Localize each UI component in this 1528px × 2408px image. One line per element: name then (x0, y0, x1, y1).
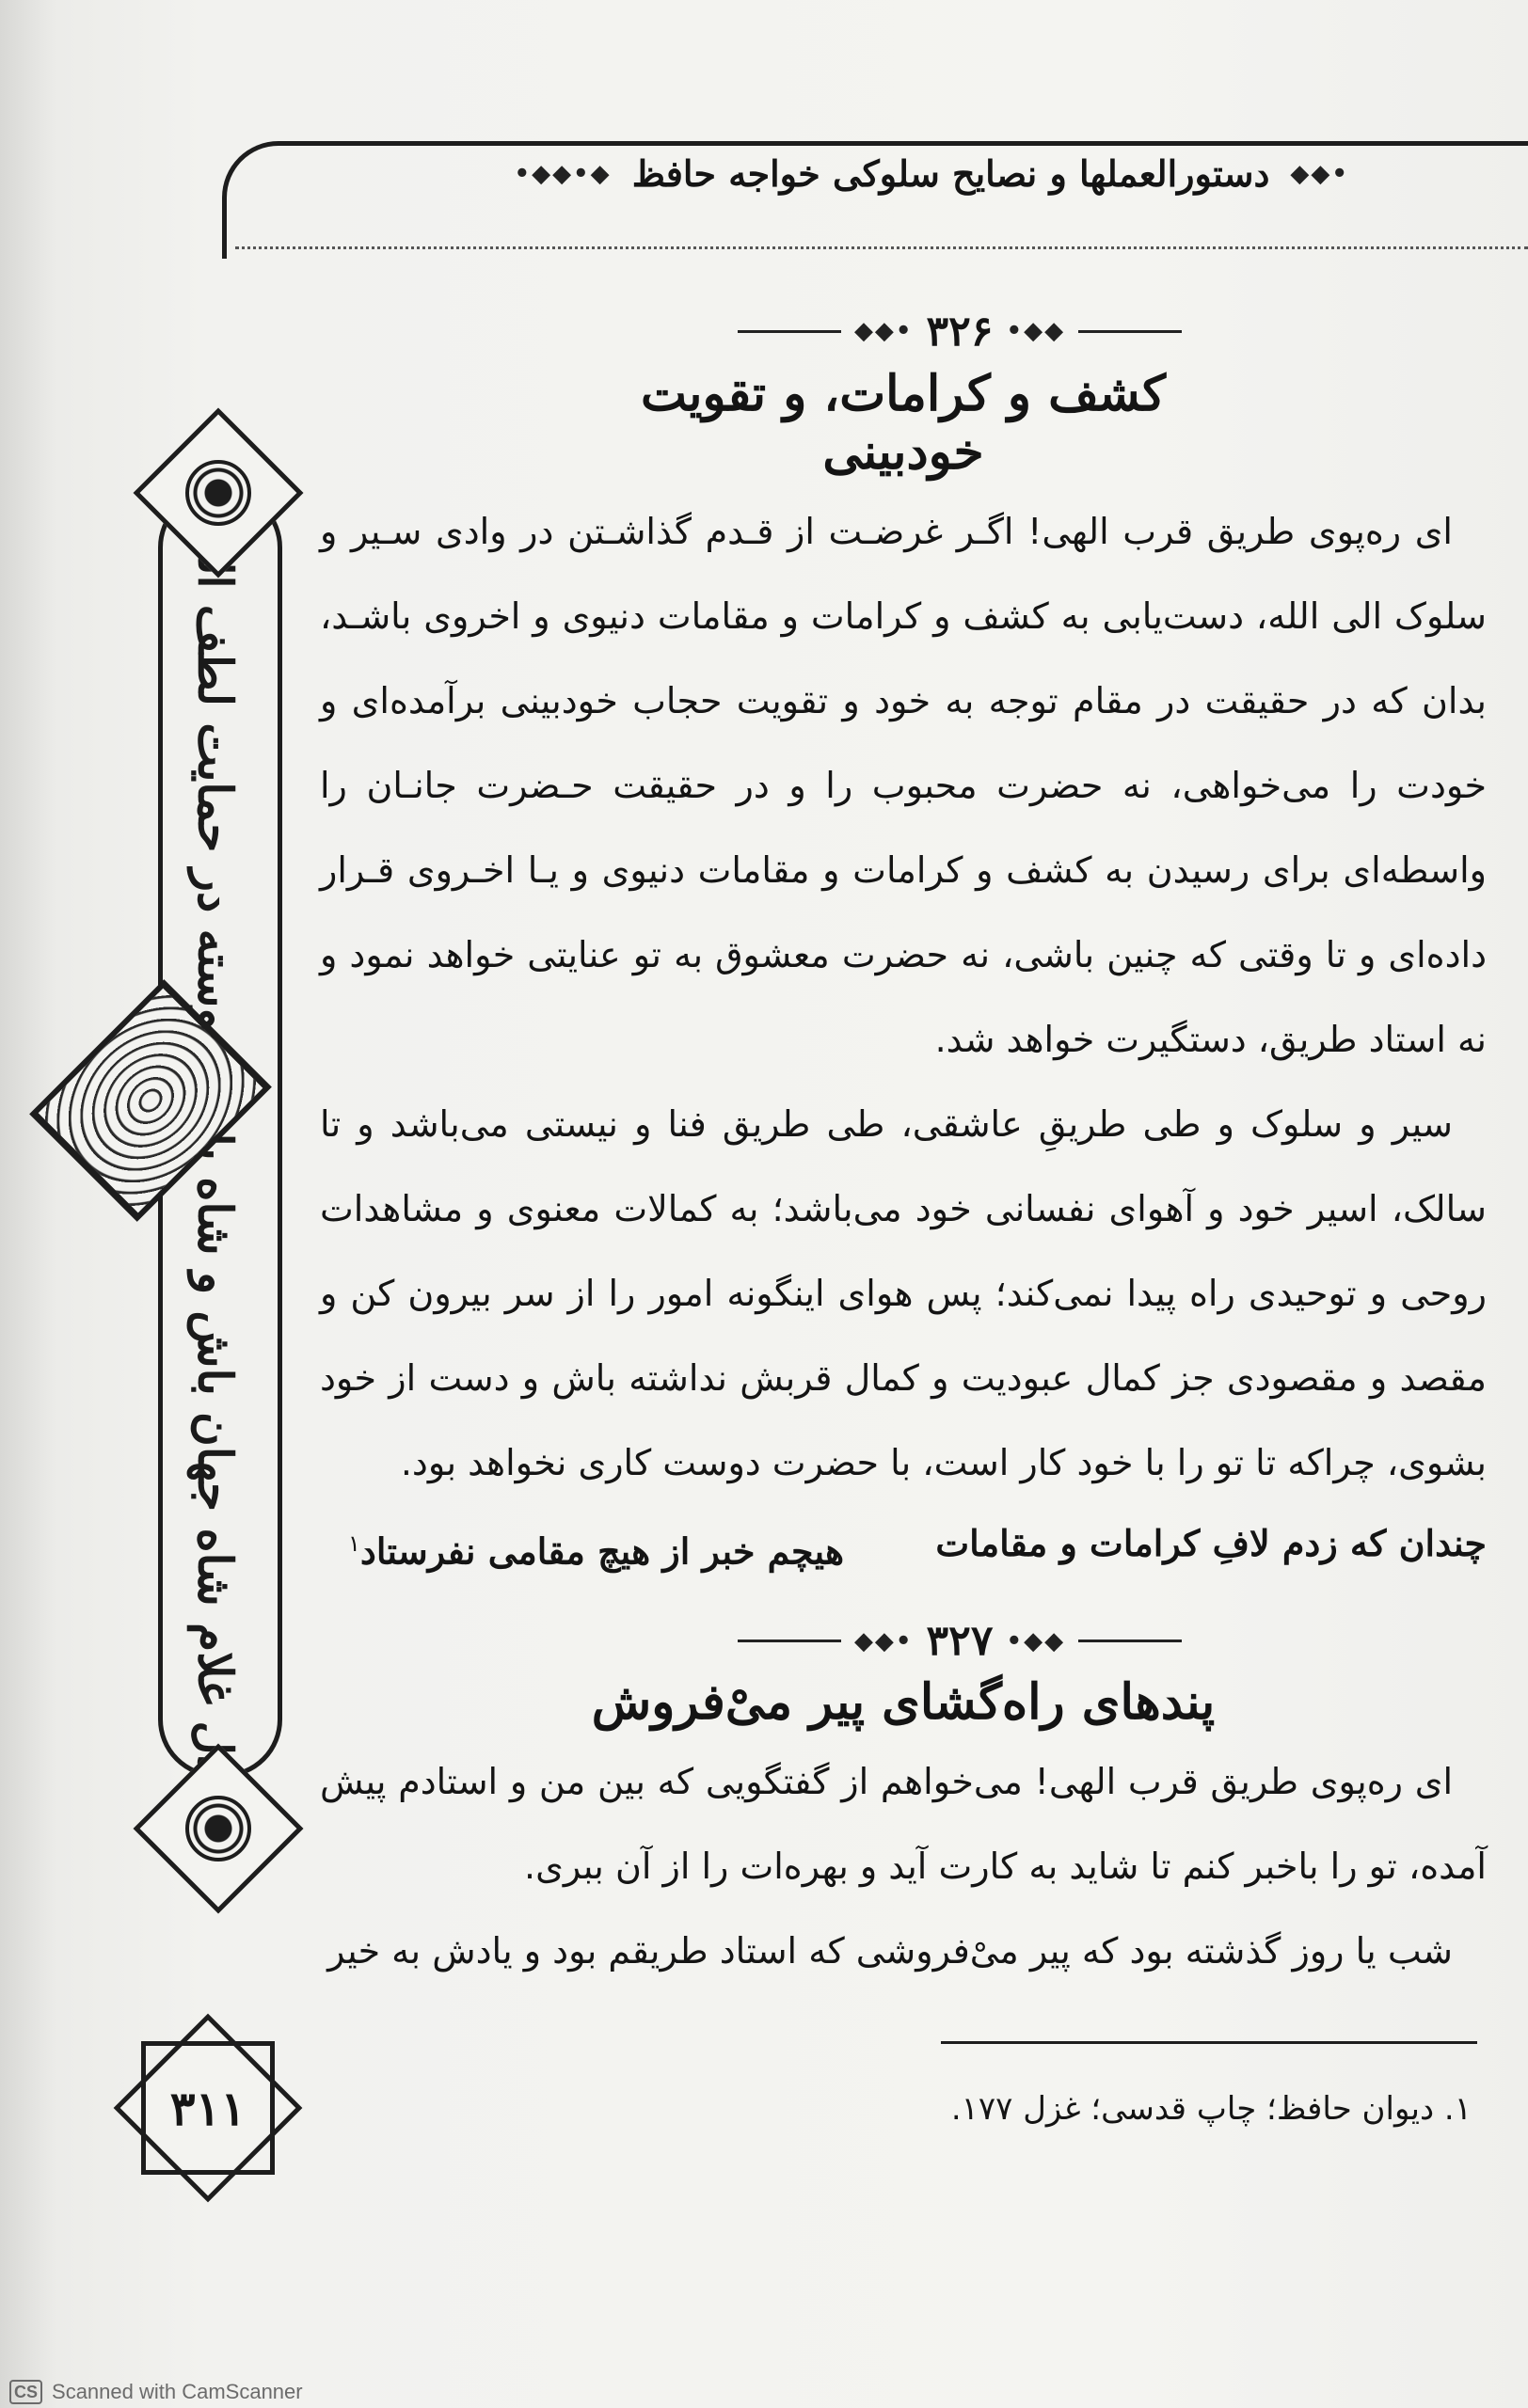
camscanner-logo-icon: CS (9, 2380, 42, 2404)
paragraph: ای ره‌پوی طریق قرب الهی! می‌خواهم از گفتگویی که بین من و استادم پیش آمده، تو را باخبر کنم تا شاید به کارت آید و بهره‌ات را از آن ببری. (320, 1760, 1487, 1887)
running-header-title: دستورالعملها و نصایح سلوکی خواجه حافظ (631, 152, 1270, 195)
page-number: ۳۱۱ (169, 2080, 247, 2136)
main-text-column (320, 301, 1487, 1993)
ornament-diamonds: ◆◆• (1006, 1626, 1066, 1656)
footnote-rule (941, 2041, 1477, 2044)
side-spine-text: غلام شاه جهان باش و شاه پیوسته در حمایت لطف (187, 604, 244, 1704)
header-dotted-rule (235, 246, 1528, 249)
header-ornament-left: ◆•◆◆• (514, 159, 612, 188)
section-number-heading (433, 1611, 1487, 1671)
scanner-watermark-text: Scanned with CamScanner (52, 2380, 303, 2403)
running-header (514, 152, 1349, 195)
section-number: ۳۲۷ (926, 1617, 994, 1666)
ornament-line (1078, 1640, 1182, 1642)
footnote: ۱. دیوان حافظ؛ چاپ قدسی؛ غزل ۱۷۷. (950, 2090, 1472, 2128)
verse-hemistich-2: هیچم خبر از هیچ مقامی نفرستاد (359, 1529, 844, 1573)
section-326 (320, 301, 1487, 1591)
bottom-medallion-icon (133, 1743, 303, 1913)
verse-hemistich-1: چندان که زدم لافِ کرامات و مقامات (935, 1522, 1487, 1564)
scanner-watermark (9, 2380, 303, 2404)
paragraph: شب یا روز گذشته بود که پیر میْ‌فروشی که استاد طریقم بود و یادش به خیر (327, 1929, 1453, 1972)
ornament-diamonds: •◆◆ (853, 317, 914, 345)
ornament-line (1078, 330, 1182, 333)
poem-verse (320, 1505, 1487, 1591)
section-title: کشف و کرامات، و تقویت خودبینی (640, 365, 1167, 481)
section-327 (320, 1611, 1487, 1993)
verse-hemistich-2-wrap (348, 1505, 844, 1591)
ornament-line (738, 330, 841, 333)
ornament-diamonds: ◆◆• (1006, 317, 1066, 345)
ornament-line (738, 1640, 841, 1642)
paragraph: ای ره‌پوی طریق قرب الهی! اگـر غرضـت از قـدم گذاشـتن در وادی سـیر و سلوک الی الله، دست‌یابی به کشف و کرامات و مقامات دنیوی و اخروی باشـد، بدان که در حقیقت در مقام توجه به خود و تقویت حجاب خودبینی برآمده‌ای و خودت را می‌خواهی، نه حضرت محبوب را و در حقیقت حـضرت جانـان را واسطه‌ای برای رسیدن به کشف و کرامات و مقامات دنیوی و یـا اخـروی قـرار داده‌ای و تا وقتی که چنین باشی، نه حضرت معشوق به تو عنایتی خواهد نمود و نه استاد طریق، دستگیرت خواهد شد. (320, 511, 1487, 1060)
section-number-heading (433, 301, 1487, 361)
section-number: ۳۲۶ (926, 307, 994, 356)
header-ornament-right: •◆◆ (1290, 159, 1349, 188)
middle-medallion-icon (71, 988, 231, 1213)
section-title: پندهای راه‌گشای پیر میْ‌فروش (591, 1672, 1216, 1731)
footnote-marker: ۱ (348, 1530, 360, 1557)
ornament-diamonds: •◆◆ (853, 1626, 914, 1656)
paragraph: سیر و سلوک و طی طریقِ عاشقی، طی طریق فنا و نیستی می‌باشد و تا سالک، اسیر خود و آهوای نفسانی خود می‌باشد؛ به کمالات معنوی و مشاهدات روحی و توحیدی راه پیدا نمی‌کند؛ پس هوای اینگونه امور را از سر بیرون کن و مقصد و مقصودی جز کمال عبودیت و کمال قربش نداشته باش و دست از خود بشوی، چراکه تا تو را با خود کار است، با حضرت دوست کاری نخواهد بود. (320, 1103, 1487, 1483)
